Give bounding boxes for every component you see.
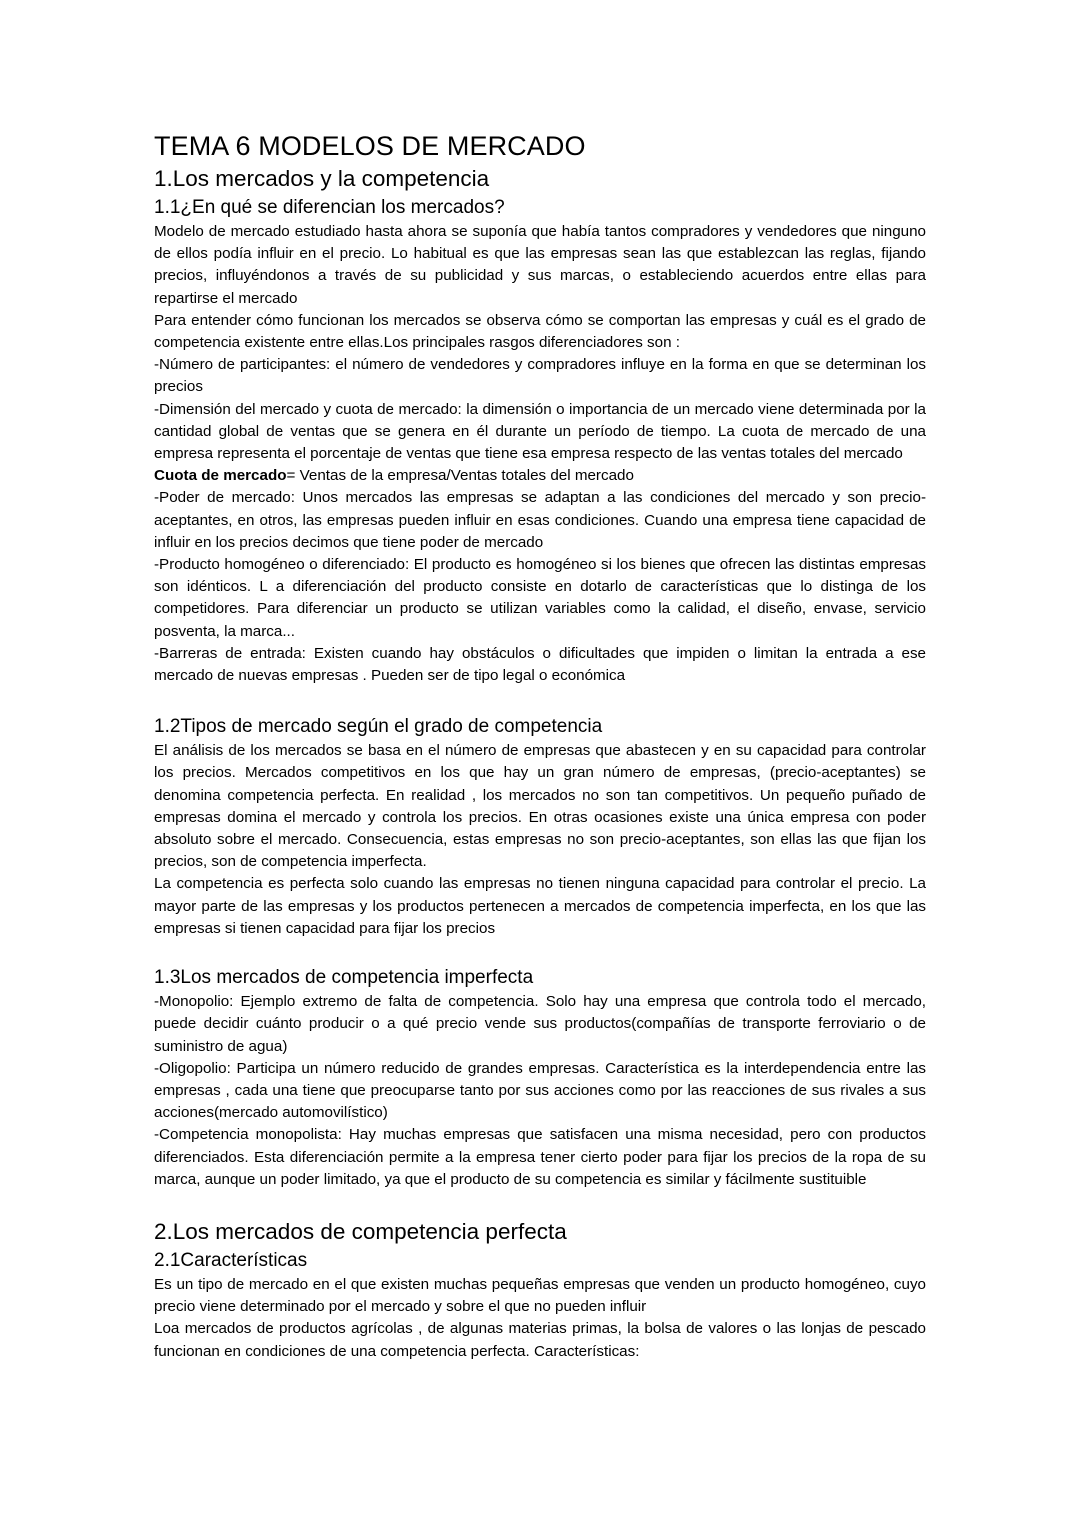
section-1-1-heading: 1.1¿En qué se diferencian los mercados?	[154, 197, 505, 218]
section-2-1-heading: 2.1Características	[154, 1249, 308, 1271]
paragraph: -Oligopolio: Participa un número reducido de grandes empresas. Característica es la interdependencia entre las empresas , cada una tiene que preocuparse tanto por sus acciones como por las reacciones de sus rivales a sus acciones(mercado automovilístico)	[154, 1059, 926, 1122]
section-2-heading: 2.Los mercados de competencia perfecta	[154, 1218, 567, 1244]
paragraph: El análisis de los mercados se basa en el número de empresas que abastecen y en su capacidad para controlar los precios. Mercados competitivos en los que hay un gran número de empresas, (precio-aceptantes) se denomina competencia perfecta. En realidad , los mercados no son tan competitivos. Un pequeño puñado de empresas domina el mercado y controla los precios. En otras ocasiones existe una única empresa con poder absoluto sobre el mercado. Consecuencia, estas empresas no son precio-aceptantes, son ellas las que fijan los precios, son de competencia imperfecta.	[154, 742, 926, 871]
paragraph: -Barreras de entrada: Existen cuando hay obstáculos o dificultades que impiden o limitan la entrada a ese mercado de nuevas empresas . Pueden ser de tipo legal o económica	[154, 644, 926, 685]
document-title: TEMA 6 MODELOS DE MERCADO	[154, 131, 586, 161]
spacer	[154, 687, 926, 713]
paragraph: -Producto homogéneo o diferenciado: El producto es homogéneo si los bienes que ofrecen las distintas empresas son idénticos. L a diferenciación del producto consiste en dotarlo de características que lo distinga de los competidores. Para diferenciar un producto se utilizan variables como la calidad, el diseño, envase, servicio posventa, la marca...	[154, 556, 926, 640]
paragraph: -Competencia monopolista: Hay muchas empresas que satisfacen una misma necesidad, pero con productos diferenciados. Esta diferenciación permite a la empresa tener cierto poder para fijar los precios de la ropa de su marca, aunque un poder limitado, ya que el producto de su competencia es similar y fácilmente sustituible	[154, 1126, 926, 1188]
section-1-2-heading: 1.2Tipos de mercado según el grado de competencia	[154, 716, 603, 738]
paragraph: Es un tipo de mercado en el que existen muchas pequeñas empresas que venden un producto homogéneo, cuyo precio viene determinado por el mercado y sobre el que no pueden influir	[154, 1275, 926, 1316]
section-1-heading: 1.Los mercados y la competencia	[154, 166, 490, 191]
spacer	[154, 1191, 926, 1217]
formula-label: Cuota de mercado	[154, 467, 287, 485]
paragraph: -Número de participantes: el número de vendedores y compradores influye en la forma en que se determinan los precios	[154, 356, 926, 396]
paragraph: Para entender cómo funcionan los mercados se observa cómo se comportan las empresas y cuál es el grado de competencia existente entre ellas.Los principales rasgos diferenciadores son :	[154, 311, 926, 352]
paragraph: -Dimensión del mercado y cuota de mercado: la dimensión o importancia de un mercado viene determinada por la cantidad global de ventas que se genera en él durante un período de tiempo. La cuota de mercado de una empresa representa el porcentaje de ventas que tiene esa empresa respecto de las ventas totales del mercado	[154, 400, 926, 463]
formula-text: = Ventas de la empresa/Ventas totales del mercado	[286, 467, 634, 485]
spacer	[154, 940, 926, 964]
paragraph: -Monopolio: Ejemplo extremo de falta de competencia. Solo hay una empresa que controla todo el mercado, puede decidir cuánto producir o a qué precio vende sus productos(compañías de transporte ferroviario o de suministro de agua)	[154, 993, 926, 1055]
paragraph: Modelo de mercado estudiado hasta ahora se suponía que había tantos compradores y vendedores que ninguno de ellos podía influir en el precio. Lo habitual es que las empresas sean las que establezcan las reglas, fijando precios, influyéndonos a través de su publicidad y sus marcas, o estableciendo acuerdos entre ellas para repartirse el mercado	[154, 223, 926, 307]
document-content	[154, 128, 926, 1363]
paragraph: La competencia es perfecta solo cuando las empresas no tienen ninguna capacidad para controlar el precio. La mayor parte de las empresas y los productos pertenecen a mercados de competencia imperfecta, en los que las empresas si tienen capacidad para fijar los precios	[154, 875, 926, 937]
formula-line	[154, 465, 926, 487]
section-1-3-heading: 1.3Los mercados de competencia imperfecta	[154, 967, 534, 989]
paragraph: -Poder de mercado: Unos mercados las empresas se adaptan a las condiciones del mercado y son precio-aceptantes, en otros, las empresas pueden influir en esas condiciones. Cuando una empresa tiene capacidad de influir en los precios decimos que tiene poder de mercado	[154, 489, 926, 551]
paragraph: Loa mercados de productos agrícolas , de algunas materias primas, la bolsa de valores o las lonjas de pescado funcionan en condiciones de una competencia perfecta. Características:	[154, 1320, 926, 1360]
